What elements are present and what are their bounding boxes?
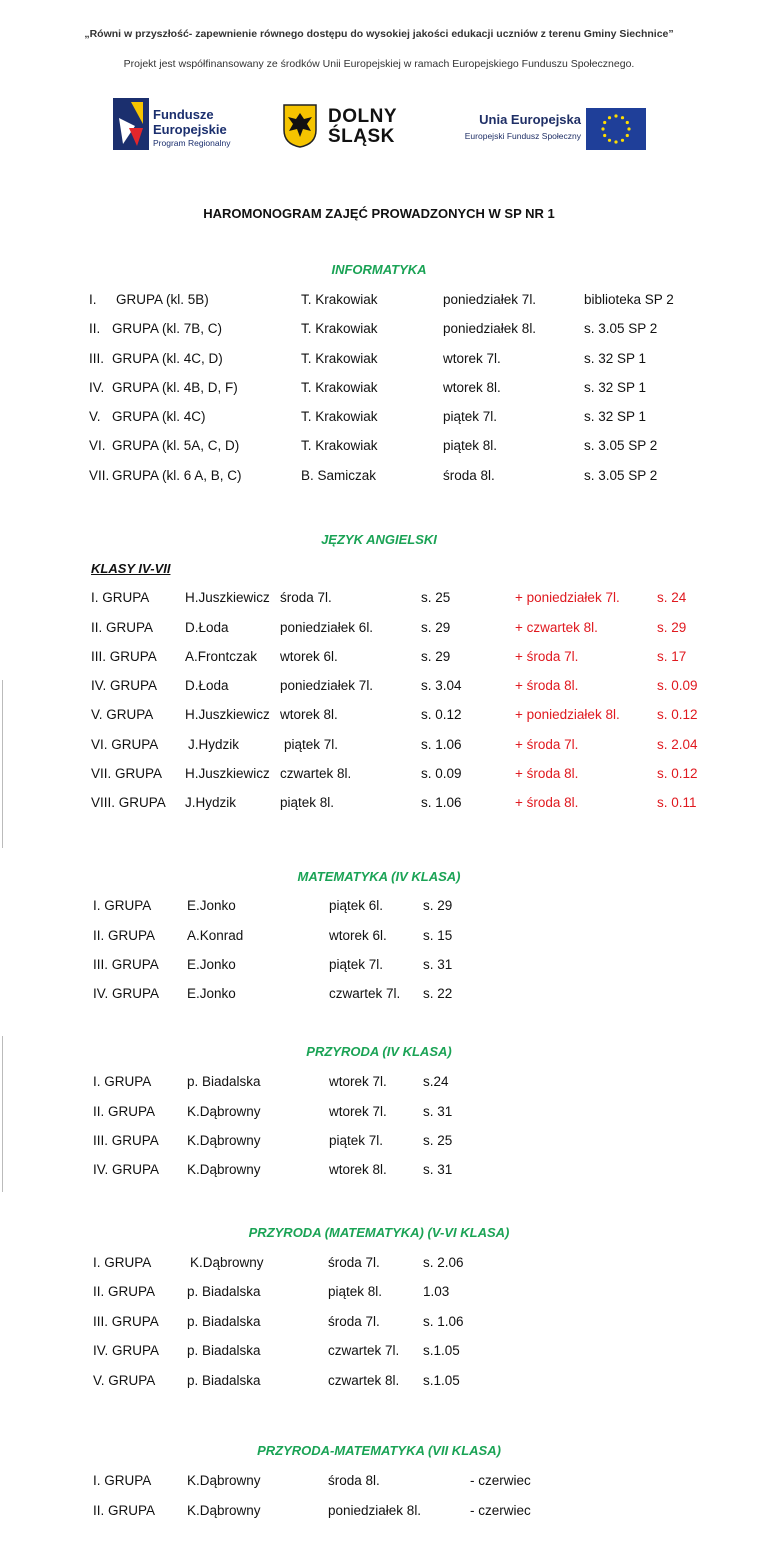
group-name: GRUPA (kl. 4B, D, F) [112,380,238,395]
fe-line1: Fundusze [153,107,214,122]
teacher-name: E.Jonko [187,898,236,913]
lesson-day: poniedziałek 8l. [443,321,537,336]
group-name: V. GRUPA [91,707,154,722]
eu-star [626,134,629,137]
teacher-name: B. Samiczak [301,468,377,483]
extra-room: s. 17 [657,649,687,664]
eu-star [608,139,611,142]
extra-lesson-day: + środa 8l. [515,678,579,693]
row-number: IV. [89,380,105,395]
lesson-day: poniedziałek 7l. [443,292,537,307]
note: - czerwiec [470,1503,531,1518]
group-name: I. GRUPA [91,590,150,605]
lesson-day: poniedziałek 8l. [328,1503,422,1518]
group-name: GRUPA (kl. 4C, D) [112,351,223,366]
lesson-day: wtorek 7l. [329,1074,387,1089]
lesson-day: wtorek 7l. [443,351,501,366]
extra-room: s. 0.11 [657,795,697,810]
extra-room: s. 0.12 [657,766,698,781]
document-title: HAROMONOGRAM ZAJĘĆ PROWADZONYCH W SP NR 1 [203,206,555,221]
teacher-name: p. Biadalska [187,1343,261,1358]
eu-star [603,121,606,124]
room: s. 1.06 [423,1314,464,1329]
group-name: II. GRUPA [93,1284,156,1299]
room: s. 3.04 [421,678,462,693]
lesson-day: czwartek 7l. [329,986,401,1001]
lesson-day: środa 7l. [328,1314,380,1329]
lesson-day: poniedziałek 7l. [280,678,374,693]
lesson-day: wtorek 8l. [280,707,338,722]
note: - czerwiec [470,1473,531,1488]
eagle-shield-icon [283,104,317,148]
group-name: III. GRUPA [93,1133,159,1148]
group-name: II. GRUPA [93,1104,156,1119]
eu-flag-icon [586,108,646,150]
lesson-day: czwartek 7l. [328,1343,400,1358]
section-heading-angielski: JĘZYK ANGIELSKI [321,532,437,547]
group-name: GRUPA (kl. 5A, C, D) [112,438,240,453]
row-number: II. [89,321,101,336]
room: s. 25 [423,1133,453,1148]
eu-star [608,116,611,119]
eu-star [614,114,617,117]
lesson-day: czwartek 8l. [280,766,352,781]
group-name: II. GRUPA [91,620,154,635]
section-heading-przyroda: PRZYRODA (IV KLASA) [306,1044,452,1059]
lesson-day: środa 7l. [328,1255,380,1270]
ds-line2: ŚLĄSK [328,126,395,147]
fe-line2: Europejskie [153,122,227,137]
extra-lesson-day: + poniedziałek 8l. [515,707,620,722]
room: biblioteka SP 2 [584,292,674,307]
extra-lesson-day: + czwartek 8l. [515,620,598,635]
teacher-name: K.Dąbrowny [187,1133,261,1148]
funding-note: Projekt jest współfinansowany ze środków Unii Europejskiej w ramach Europejskiego Funduszu Społecznego. [123,58,635,70]
room: s. 1.06 [421,795,462,810]
group-name: I. GRUPA [93,898,152,913]
section-heading-przyroda-matematyka-vii: PRZYRODA-MATEMATYKA (VII KLASA) [257,1443,501,1458]
room: s. 31 [423,957,453,972]
teacher-name: K.Dąbrowny [187,1503,261,1518]
group-name: GRUPA (kl. 7B, C) [112,321,223,336]
fe-line3: Program Regionalny [153,138,231,148]
room: s. 0.12 [421,707,462,722]
teacher-name: p. Biadalska [187,1314,261,1329]
eu-star [601,127,604,130]
section-heading-matematyka: MATEMATYKA (IV KLASA) [297,869,461,884]
group-name: III. GRUPA [93,1314,159,1329]
teacher-name: A.Frontczak [185,649,258,664]
ue-line2: Europejski Fundusz Społeczny [464,131,581,141]
room: s. 31 [423,1162,453,1177]
teacher-name: D.Łoda [185,678,229,693]
lesson-day: wtorek 6l. [280,649,338,664]
extra-room: s. 0.12 [657,707,698,722]
extra-lesson-day: + środa 7l. [515,649,579,664]
lesson-day: środa 8l. [328,1473,380,1488]
room: s. 25 [421,590,451,605]
group-name: II. GRUPA [93,1503,156,1518]
teacher-name: T. Krakowiak [301,321,378,336]
eu-star [627,127,630,130]
lesson-day: piątek 8l. [443,438,498,453]
group-name: GRUPA (kl. 5B) [116,292,209,307]
group-name: III. GRUPA [93,957,159,972]
section-heading-przyroda-matematyka: PRZYRODA (MATEMATYKA) (V-VI KLASA) [248,1225,510,1240]
teacher-name: K.Dąbrowny [187,1104,261,1119]
teacher-name: T. Krakowiak [301,292,378,307]
extra-lesson-day: + poniedziałek 7l. [515,590,620,605]
row-number: VI. [89,438,106,453]
subheading-klasy: KLASY IV-VII [91,561,171,576]
teacher-name: H.Juszkiewicz [185,707,270,722]
teacher-name: H.Juszkiewicz [185,590,270,605]
teacher-name: K.Dąbrowny [187,1162,261,1177]
group-name: IV. GRUPA [93,1343,160,1358]
teacher-name: K.Dąbrowny [187,1473,261,1488]
room: s. 22 [423,986,453,1001]
group-name: I. GRUPA [93,1074,152,1089]
lesson-day: piątek 8l. [280,795,335,810]
teacher-name: T. Krakowiak [301,351,378,366]
room: s. 32 SP 1 [584,409,647,424]
teacher-name: K.Dąbrowny [190,1255,264,1270]
unia-europejska-logo [446,106,651,152]
lesson-day: piątek 8l. [328,1284,383,1299]
row-number: V. [89,409,101,424]
room: s. 3.05 SP 2 [584,438,658,453]
room: s. 31 [423,1104,453,1119]
teacher-name: E.Jonko [187,986,236,1001]
project-title: „Równi w przyszłość- zapewnienie równego dostępu do wysokiej jakości edukacji uczniów z terenu Gminy Siechnice” [84,28,674,40]
extra-lesson-day: + środa 7l. [515,737,579,752]
room: s.1.05 [423,1343,460,1358]
lesson-day: piątek 6l. [329,898,384,913]
lesson-day: wtorek 8l. [443,380,501,395]
eu-star [621,116,624,119]
group-name: IV. GRUPA [93,1162,160,1177]
teacher-name: p. Biadalska [187,1284,261,1299]
group-name: I. GRUPA [93,1473,152,1488]
room: s. 15 [423,928,453,943]
row-number: III. [89,351,105,366]
lesson-day: piątek 7l. [329,1133,384,1148]
section-heading-informatyka: INFORMATYKA [331,262,427,277]
lesson-day: wtorek 6l. [329,928,387,943]
teacher-name: A.Konrad [187,928,244,943]
room: s.24 [423,1074,449,1089]
lesson-day: środa 8l. [443,468,495,483]
group-name: V. GRUPA [93,1373,156,1388]
teacher-name: E.Jonko [187,957,236,972]
group-name: II. GRUPA [93,928,156,943]
room: s. 2.06 [423,1255,464,1270]
group-name: IV. GRUPA [93,986,160,1001]
room: s. 29 [421,649,451,664]
lesson-day: piątek 7l. [443,409,498,424]
teacher-name: J.Hydzik [185,795,237,810]
room: s. 0.09 [421,766,462,781]
group-name: VI. GRUPA [91,737,159,752]
lesson-day: środa 7l. [280,590,332,605]
dolny-slask-logo [283,104,413,150]
teacher-name: T. Krakowiak [301,380,378,395]
group-name: GRUPA (kl. 6 A, B, C) [112,468,242,483]
ds-line1: DOLNY [328,106,397,127]
room: s. 29 [421,620,451,635]
lesson-day: wtorek 7l. [329,1104,387,1119]
room: 1.03 [423,1284,450,1299]
room: s. 3.05 SP 2 [584,321,658,336]
ue-line1: Unia Europejska [479,112,581,127]
room: s. 29 [423,898,453,913]
margin-line [2,1036,3,1192]
teacher-name: J.Hydzik [188,737,240,752]
eu-star [614,140,617,143]
room: s. 1.06 [421,737,462,752]
group-name: III. GRUPA [91,649,157,664]
teacher-name: T. Krakowiak [301,438,378,453]
group-name: GRUPA (kl. 4C) [112,409,206,424]
eu-star [621,139,624,142]
teacher-name: p. Biadalska [187,1373,261,1388]
extra-room: s. 0.09 [657,678,698,693]
extra-room: s. 2.04 [657,737,698,752]
extra-room: s. 24 [657,590,687,605]
margin-line [2,680,3,848]
room: s.1.05 [423,1373,460,1388]
extra-lesson-day: + środa 8l. [515,766,579,781]
teacher-name: D.Łoda [185,620,229,635]
group-name: VII. GRUPA [91,766,163,781]
fe-star-icon [113,98,149,150]
lesson-day: czwartek 8l. [328,1373,400,1388]
row-number: I. [89,292,97,307]
room: s. 32 SP 1 [584,380,647,395]
extra-lesson-day: + środa 8l. [515,795,579,810]
lesson-day: wtorek 8l. [329,1162,387,1177]
room: s. 32 SP 1 [584,351,647,366]
group-name: IV. GRUPA [91,678,158,693]
lesson-day: piątek 7l. [329,957,384,972]
lesson-day: poniedziałek 6l. [280,620,374,635]
group-name: I. GRUPA [93,1255,152,1270]
room: s. 3.05 SP 2 [584,468,658,483]
fundusze-europejskie-logo [113,98,253,152]
eu-star [626,121,629,124]
extra-room: s. 29 [657,620,687,635]
teacher-name: H.Juszkiewicz [185,766,270,781]
eu-star [603,134,606,137]
teacher-name: T. Krakowiak [301,409,378,424]
group-name: VIII. GRUPA [91,795,166,810]
lesson-day: piątek 7l. [284,737,339,752]
teacher-name: p. Biadalska [187,1074,261,1089]
row-number: VII. [89,468,110,483]
